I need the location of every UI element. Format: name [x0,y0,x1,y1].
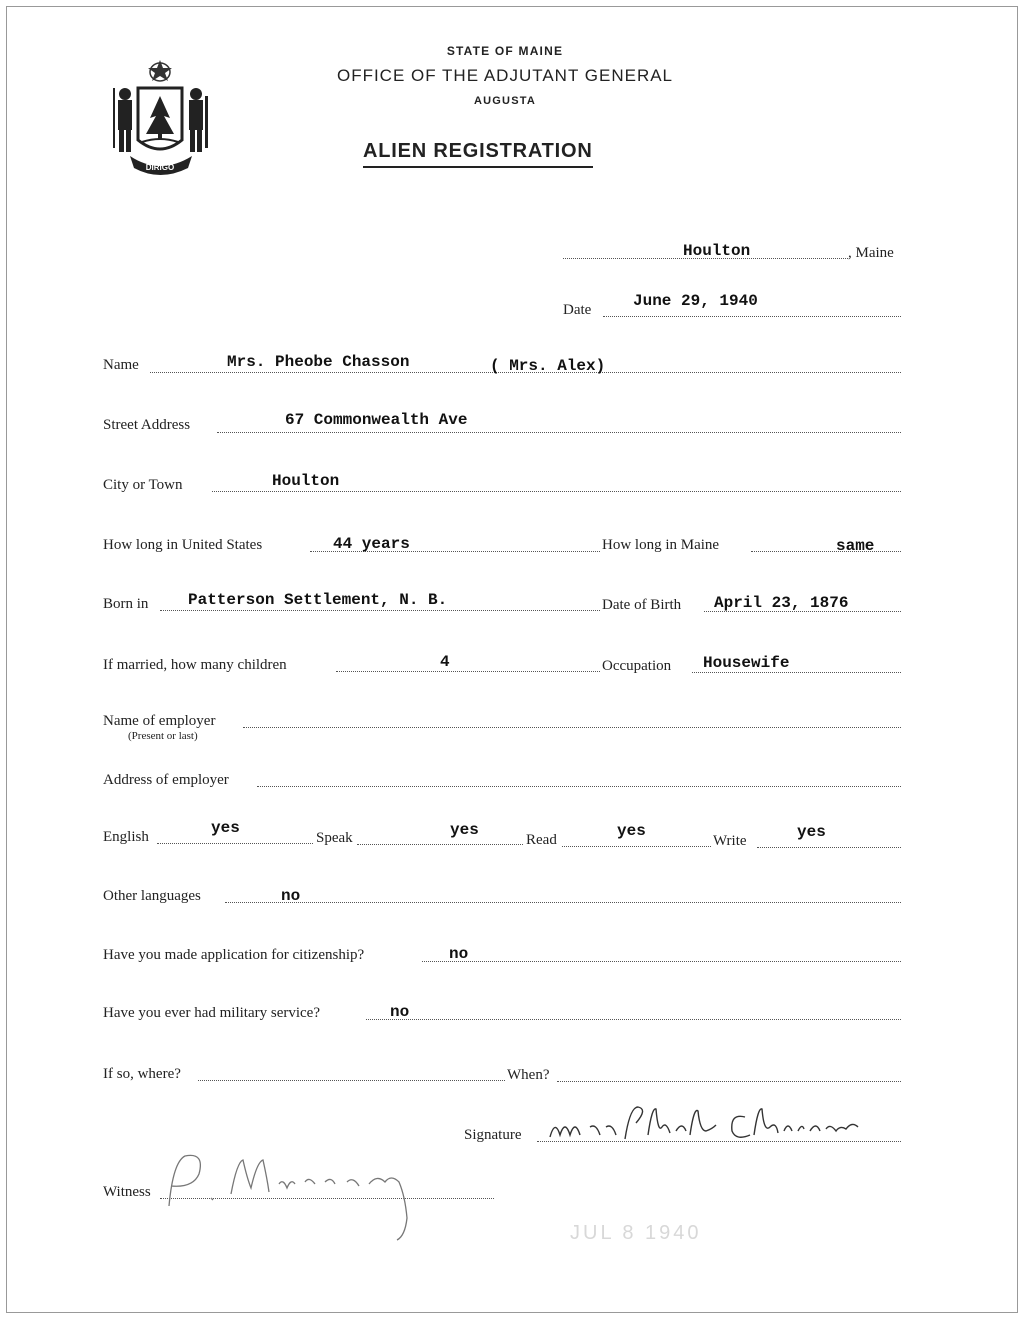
citizenship-value: no [449,945,469,963]
born-in-value: Patterson Settlement, N. B. [188,591,448,609]
english-line [157,843,313,844]
write-label: Write [713,833,747,849]
when-line [557,1081,901,1082]
date-value: June 29, 1940 [633,292,758,310]
how-long-us-label: How long in United States [103,537,263,553]
header-city: AUGUSTA [474,95,536,107]
city-line [212,491,901,492]
name-alt-value: ( Mrs. Alex) [490,357,606,375]
witness-label: Witness [103,1184,151,1200]
occupation-label: Occupation [602,658,672,674]
date-line [603,316,901,317]
employer-label: Name of employer [103,713,216,729]
employer-address-label: Address of employer [103,772,229,788]
place-value: Houlton [683,242,751,260]
born-in-label: Born in [103,596,149,612]
date-label: Date [563,302,592,318]
witness-handwriting [155,1148,455,1243]
how-long-us-value: 44 years [333,535,410,553]
occupation-line [692,672,901,673]
form-title: ALIEN REGISTRATION [363,140,593,168]
other-languages-value: no [281,887,301,905]
where-line [198,1080,505,1081]
header-office: OFFICE OF THE ADJUTANT GENERAL [336,66,674,85]
street-line [217,432,901,433]
employer-address-line [257,786,901,787]
speak-value: yes [450,821,479,839]
write-line [757,847,901,848]
signature-label: Signature [464,1127,522,1143]
employer-line [243,727,901,728]
read-label: Read [526,832,557,848]
read-value: yes [617,822,646,840]
maine-label: , Maine [848,245,894,261]
children-value: 4 [440,653,450,671]
name-label: Name [103,357,139,373]
children-label: If married, how many children [103,657,287,673]
signature-handwriting [540,1097,880,1149]
how-long-maine-value: same [836,537,875,555]
children-line [336,671,600,672]
read-line [562,846,711,847]
city-value: Houlton [272,472,340,490]
where-label: If so, where? [103,1066,181,1082]
born-in-line [160,610,600,611]
citizenship-label: Have you made application for citizenship? [103,947,365,963]
how-long-maine-label: How long in Maine [602,537,720,553]
city-label: City or Town [103,477,183,493]
speak-label: Speak [316,830,353,846]
employer-sublabel: (Present or last) [128,730,198,742]
write-value: yes [797,823,826,841]
seal-motto: DIRIGO [145,163,175,172]
header-state: STATE OF MAINE [446,44,564,58]
military-label: Have you ever had military service? [103,1005,320,1021]
dob-value: April 23, 1876 [714,594,849,612]
maine-state-seal [108,58,213,178]
other-languages-label: Other languages [103,888,201,904]
street-label: Street Address [103,417,191,433]
how-long-maine-line [751,551,901,552]
when-label: When? [507,1067,550,1083]
dob-label: Date of Birth [602,597,682,613]
name-value: Mrs. Pheobe Chasson [227,353,410,371]
occupation-value: Housewife [703,654,790,672]
citizenship-line [422,961,901,962]
english-label: English [103,829,149,845]
speak-line [357,844,523,845]
military-value: no [390,1003,410,1021]
received-stamp: JUL 8 1940 [570,1222,702,1244]
other-languages-line [225,902,901,903]
street-value: 67 Commonwealth Ave [285,411,468,429]
military-line [366,1019,901,1020]
english-value: yes [211,819,240,837]
